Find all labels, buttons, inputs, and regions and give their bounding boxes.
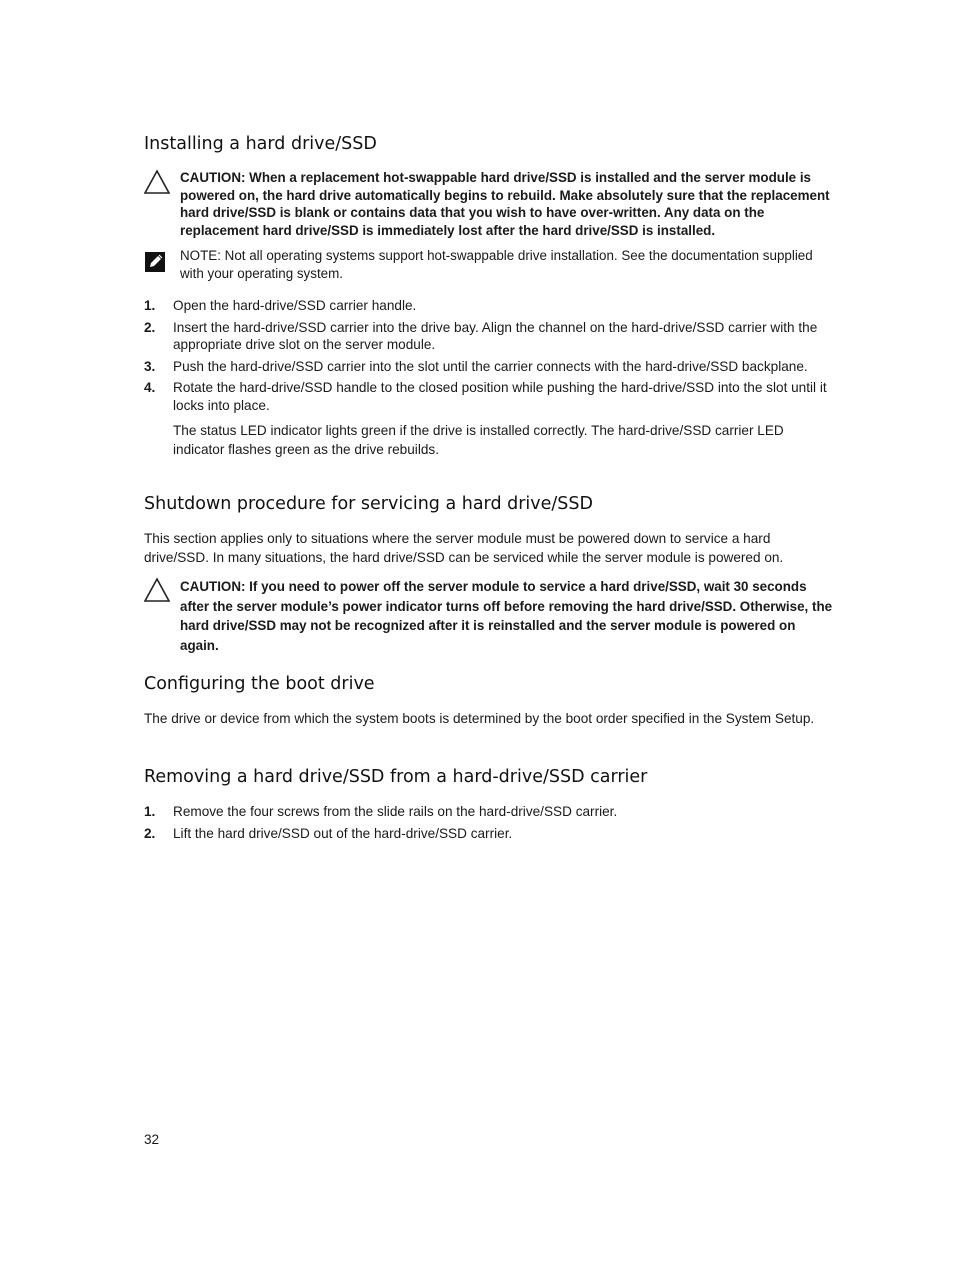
- heading-installing: Installing a hard drive/SSD: [144, 134, 377, 154]
- note-label: NOTE:: [180, 248, 221, 263]
- list-item: 2. Insert the hard-drive/SSD carrier into the drive bay. Align the channel on the hard-drive/SSD carrier with the appropriate drive slot on the server module.: [144, 319, 818, 352]
- caution-text: CAUTION: When a replacement hot-swappable hard drive/SSD is installed and the server module is powered on, the hard drive automatically begins to rebuild. Make absolutely sure that the replacement hard drive/SSD is blank or contains data that you wish to have over-written. Any data on the replacement hard drive/SSD is immediately lost after the hard drive/SSD is installed.: [180, 170, 830, 238]
- list-item: 1. Open the hard-drive/SSD carrier handle.: [144, 298, 417, 313]
- page-number: 32: [144, 1132, 160, 1147]
- list-item: 2. Lift the hard drive/SSD out of the hard-drive/SSD carrier.: [144, 825, 513, 841]
- list-item: 1. Remove the four screws from the slide rails on the hard-drive/SSD carrier.: [144, 804, 618, 819]
- caution-text: CAUTION: If you need to power off the server module to service a hard drive/SSD, wait 30 seconds after the server module’s power indicator turns off before removing the hard drive/SSD. Otherwise, the hard drive/SSD may not be recognized after it is reinstalled and the server module is powered on again.: [180, 579, 833, 653]
- heading-removing: Removing a hard drive/SSD from a hard-drive/SSD carrier: [144, 767, 648, 787]
- caution-triangle-icon: [144, 169, 170, 195]
- boot-body: The drive or device from which the system boots is determined by the boot order specified in the System Setup.: [144, 711, 815, 726]
- note-text: NOTE: Not all operating systems support hot-swappable drive installation. See the documentation supplied with your operating system.: [180, 248, 813, 281]
- list-item: 4. Rotate the hard-drive/SSD handle to the closed position while pushing the hard-drive/SSD into the slot until it locks into place. The status LED indicator lights green if the drive is installed correctly. The hard-drive/SSD carrier LED indicator flashes green as the drive rebuilds.: [144, 379, 836, 459]
- install-steps-list: [144, 297, 836, 463]
- note-pencil-icon: [144, 251, 170, 277]
- caution-triangle-icon: [144, 577, 170, 603]
- heading-boot-drive: Configuring the boot drive: [144, 674, 375, 694]
- shutdown-body: This section applies only to situations where the server module must be powered down to service a hard drive/SSD. In many situations, the hard drive/SSD can be serviced while the server module is powered on.: [144, 531, 784, 565]
- step-result-text: The status LED indicator lights green if the drive is installed correctly. The hard-drive/SSD carrier LED indicator flashes green as the drive rebuilds.: [173, 423, 784, 457]
- remove-steps-list: [144, 803, 836, 846]
- heading-shutdown: Shutdown procedure for servicing a hard drive/SSD: [144, 494, 593, 514]
- list-item: 3. Push the hard-drive/SSD carrier into the slot until the carrier connects with the hard-drive/SSD backplane.: [144, 358, 808, 374]
